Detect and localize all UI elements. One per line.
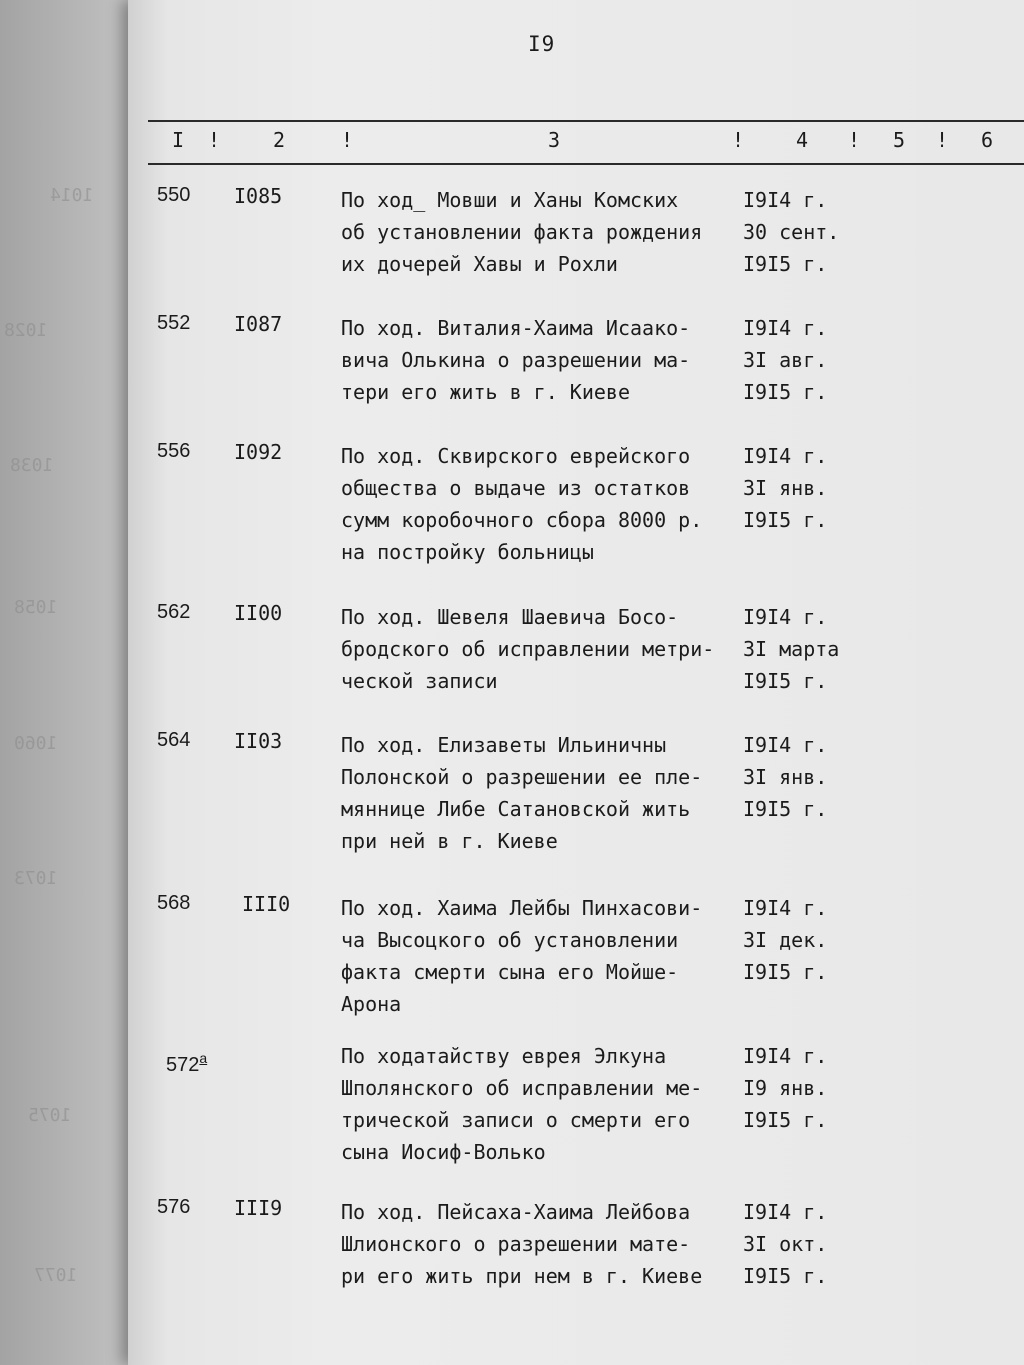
- column-header-6: 6: [981, 128, 994, 152]
- ghost-number: 1058: [14, 597, 58, 618]
- description-line: трической записи о смерти его: [341, 1108, 691, 1132]
- column-header-4: 4: [796, 128, 809, 152]
- description-line: общества о выдаче из остатков: [341, 476, 691, 500]
- description-line: их дочерей Хавы и Рохли: [341, 252, 618, 276]
- entry-number-value: 572: [166, 1054, 200, 1076]
- entry-description: [341, 312, 751, 408]
- page-number: I9: [528, 32, 556, 56]
- column-header-5: 5: [893, 128, 906, 152]
- entry-dates: [743, 312, 863, 408]
- description-line: Полонской о разрешении ее пле-: [341, 765, 703, 789]
- entry-description: [341, 729, 751, 857]
- date-line: 3I авг.: [743, 348, 828, 372]
- date-line: I9I4 г.: [743, 1044, 828, 1068]
- ghost-number: 1075: [28, 1105, 72, 1126]
- date-line: I9I5 г.: [743, 508, 828, 532]
- description-line: ческой записи: [341, 669, 498, 693]
- description-line: По ход. Виталия-Хаима Исаако-: [341, 316, 691, 340]
- description-line: тери его жить в г. Киеве: [341, 380, 630, 404]
- date-line: I9I4 г.: [743, 896, 828, 920]
- column-header-1: I: [172, 128, 185, 152]
- date-line: I9I5 г.: [743, 797, 828, 821]
- date-line: I9I4 г.: [743, 444, 828, 468]
- ghost-number: 1014: [50, 185, 94, 206]
- description-line: По ход. Пейсаха-Хаима Лейбова: [341, 1200, 691, 1224]
- description-line: По ход. Хаима Лейбы Пинхасови-: [341, 896, 703, 920]
- entry-number: 564: [157, 729, 191, 751]
- column-separator: !: [848, 128, 861, 152]
- description-line: факта смерти сына его Мойше-: [341, 960, 679, 984]
- date-line: I9I5 г.: [743, 380, 828, 404]
- header-top-rule: [148, 120, 1024, 122]
- date-line: 3I марта: [743, 637, 840, 661]
- file-number: III9: [234, 1196, 283, 1220]
- ghost-number: 1028: [4, 320, 48, 341]
- column-separator: !: [732, 128, 745, 152]
- file-number: I087: [234, 312, 283, 336]
- column-separator: !: [341, 128, 354, 152]
- date-line: I9I4 г.: [743, 1200, 828, 1224]
- ghost-number: 1038: [10, 455, 54, 476]
- description-line: сумм коробочного сбора 8000 р.: [341, 508, 703, 532]
- description-line: при ней в г. Киеве: [341, 829, 558, 853]
- description-line: ча Высоцкого об установлении: [341, 928, 679, 952]
- description-line: По ход. Елизаветы Ильиничны: [341, 733, 667, 757]
- description-line: вича Олькина о разрешении ма-: [341, 348, 691, 372]
- file-number: III0: [242, 892, 291, 916]
- ghost-number: 1073: [14, 868, 58, 889]
- entry-dates: [743, 729, 863, 825]
- description-line: По ход. Сквирского еврейского: [341, 444, 691, 468]
- date-line: 3I янв.: [743, 765, 828, 789]
- entry-dates: [743, 1040, 863, 1136]
- date-line: 3I янв.: [743, 476, 828, 500]
- file-number: I092: [234, 440, 283, 464]
- description-line: на постройку больницы: [341, 540, 594, 564]
- entry-dates: [743, 184, 863, 280]
- date-line: I9I4 г.: [743, 733, 828, 757]
- entry-number: 576: [157, 1196, 191, 1218]
- description-line: мяннице Либе Сатановской жить: [341, 797, 691, 821]
- column-separator: !: [208, 128, 221, 152]
- date-line: I9I4 г.: [743, 188, 828, 212]
- file-number: II00: [234, 601, 283, 625]
- date-line: I9I4 г.: [743, 316, 828, 340]
- description-line: По ход. Шевеля Шаевича Босо-: [341, 605, 679, 629]
- date-line: 30 сент.: [743, 220, 840, 244]
- entry-description: [341, 1196, 751, 1292]
- date-line: I9I5 г.: [743, 1108, 828, 1132]
- description-line: ри его жить при нем в г. Киеве: [341, 1264, 703, 1288]
- entry-number: 550: [157, 184, 191, 206]
- file-number: I085: [234, 184, 283, 208]
- date-line: I9I5 г.: [743, 960, 828, 984]
- file-number: II03: [234, 729, 283, 753]
- description-line: Шлионского о разрешении мате-: [341, 1232, 691, 1256]
- date-line: 3I дек.: [743, 928, 828, 952]
- entry-number: 562: [157, 601, 191, 623]
- date-line: I9I5 г.: [743, 669, 828, 693]
- entry-description: [341, 892, 751, 1020]
- date-line: I9I4 г.: [743, 605, 828, 629]
- date-line: I9I5 г.: [743, 252, 828, 276]
- entry-number: 552: [157, 312, 191, 334]
- entry-dates: [743, 440, 863, 536]
- description-line: По ход_ Мовши и Ханы Комских: [341, 188, 679, 212]
- entry-description: [341, 601, 751, 697]
- column-header-2: 2: [273, 128, 286, 152]
- entry-number: [166, 1050, 208, 1077]
- column-header-3: 3: [548, 128, 561, 152]
- entry-number: 568: [157, 892, 191, 914]
- document-page: [128, 0, 1024, 1365]
- entry-description: [341, 1040, 751, 1168]
- date-line: I9I5 г.: [743, 1264, 828, 1288]
- entry-dates: [743, 1196, 863, 1292]
- description-line: бродского об исправлении метри-: [341, 637, 715, 661]
- ghost-number: 1060: [14, 733, 58, 754]
- date-line: 3I окт.: [743, 1232, 828, 1256]
- entry-dates: [743, 601, 863, 697]
- description-line: об установлении факта рождения: [341, 220, 703, 244]
- entry-dates: [743, 892, 863, 988]
- entry-number-suffix: а: [199, 1050, 208, 1066]
- entry-number: 556: [157, 440, 191, 462]
- description-line: Шполянского об исправлении ме-: [341, 1076, 703, 1100]
- description-line: Арона: [341, 992, 402, 1016]
- entry-description: [341, 184, 751, 280]
- date-line: I9 янв.: [743, 1076, 828, 1100]
- ghost-number: 1077: [34, 1265, 78, 1286]
- entry-description: [341, 440, 751, 568]
- column-separator: !: [936, 128, 949, 152]
- description-line: сына Иосиф-Волько: [341, 1140, 546, 1164]
- description-line: По ходатайству еврея Элкуна: [341, 1044, 667, 1068]
- header-bottom-rule: [148, 163, 1024, 165]
- previous-page-edge: [0, 0, 140, 1365]
